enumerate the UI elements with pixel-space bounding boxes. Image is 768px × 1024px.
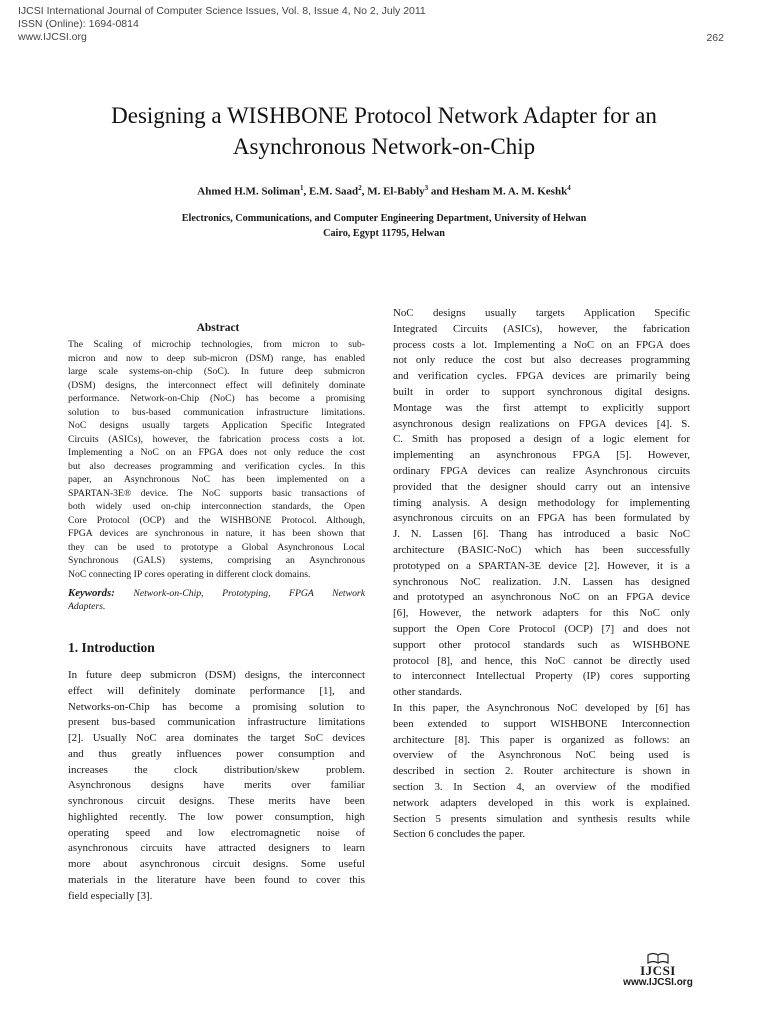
affiliation: [0, 211, 768, 241]
affiliation-line: Electronics, Communications, and Computer Engineering Department, University of Helwan: [181, 213, 587, 224]
text-line: micron and now to deep sub-micron (DSM) range, has enabled: [68, 352, 365, 364]
text-line: prototyped on a SPARTAN-3E device [2]. However, it is a: [393, 559, 690, 572]
text-line: [6], However, the network adapters for this NoC only: [393, 607, 690, 620]
text-line: ordinary FPGA devices can realize Asynchronous circuits: [393, 465, 690, 477]
text-line: been extended to support WISHBONE Interconnection: [393, 717, 690, 730]
author-name: E.M. Saad: [308, 185, 359, 198]
text-line: support other protocol standards such as WISHBONE: [393, 638, 690, 651]
text-line: C. Smith has proposed a design of a logic element for: [393, 433, 690, 446]
text-line: architecture [8]. This paper is organized as follows: an: [393, 733, 690, 746]
text-line: SPARTAN-3E® device. The NoC supports basic transactions of: [68, 487, 365, 499]
text-line: (DSM) designs, the interconnect effect will definitely dominate: [68, 379, 365, 391]
page-number: 262: [706, 32, 724, 44]
text-line: Integrated Circuits (ASICs), however, the fabrication: [393, 322, 690, 335]
paper-title: [40, 100, 728, 162]
text-line: but also decreases programming and verification cycles. In this: [68, 460, 365, 472]
text-line: network adapters developed in this work is explained.: [393, 796, 690, 809]
text-line: synchronous circuit designs. These merits have been: [68, 795, 365, 807]
text-line: materials in the literature have been found to cover this: [68, 873, 365, 886]
text-line: Section 6 concludes the paper.: [393, 828, 526, 841]
text-line: asynchronous design realizations on FPGA devices [4]. S.: [393, 417, 690, 430]
author-name: Hesham M. A. M. Keshk: [451, 185, 568, 198]
journal-website: www.IJCSI.org: [18, 31, 87, 43]
text-line: performance. Network-on-Chip (NoC) has become a promising: [68, 393, 365, 404]
text-line: The Scaling of microchip technologies, from micron to sub-: [68, 339, 365, 350]
text-line: operating speed and low electromagnetic noise of: [68, 826, 365, 839]
text-line: Asynchronous designs have merits over familiar: [68, 779, 365, 792]
title-line: Designing a WISHBONE Protocol Network Adapter for an: [111, 103, 657, 128]
text-line: they can be used to prototype a Global Asynchronous Local: [68, 541, 365, 553]
text-line: described in section 2. Router architecture is shown in: [393, 765, 690, 778]
text-line: Core Protocol (OCP) and the WISHBONE Protocol. Although,: [68, 514, 365, 526]
author-superscript: 4: [567, 184, 571, 192]
text-line: architecture (BASIC-NoC) which has been successfully: [393, 544, 690, 556]
text-line: asynchronous circuits have attracted designers to learn: [68, 842, 365, 855]
text-line: and verification cycles. FPGA devices are primarily being: [393, 370, 690, 383]
text-line: highlighted recently. The low power consumption, high: [68, 810, 365, 823]
journal-citation: IJCSI International Journal of Computer Science Issues, Vol. 8, Issue 4, No 2, July 2011: [18, 5, 426, 17]
text-line: timing analysis. A design methodology for implementing: [393, 496, 690, 509]
text-line: J. N. Lassen [6]. Thang has introduced a basic NoC: [393, 528, 690, 541]
text-line: large scale systems-on-chip (SoC). In future deep submicron: [68, 366, 365, 377]
text-line: both widely used on-chip interconnection standards, the Open: [68, 501, 365, 512]
author-superscript: 3: [424, 184, 429, 192]
text-line: Networks-on-Chip has become a promising solution to: [68, 700, 365, 713]
title-line: Asynchronous Network-on-Chip: [232, 134, 536, 159]
text-line: effect will definitely dominate performance [1], and: [68, 684, 365, 697]
journal-logo: [618, 952, 698, 998]
text-line: increases the clock distribution/skew problem.: [68, 763, 365, 776]
text-line: solution to bus-based communication infrastructure limitations.: [68, 406, 365, 418]
author-separator: and: [428, 185, 452, 198]
author-list: [0, 184, 768, 198]
text-line: NoC connecting IP cores operating in different clock domains.: [68, 568, 311, 580]
text-line: built in order to support synchronous digital designs.: [393, 386, 690, 398]
text-line: FPGA devices are synchronous in nature, it has been shown that: [68, 528, 365, 539]
text-line: provided that the designer should carry out an intensive: [393, 480, 690, 493]
author-separator: ,: [303, 185, 309, 198]
journal-issn: ISSN (Online): 1694-0814: [18, 18, 139, 30]
text-line: Circuits (ASICs), however, the fabrication process costs a lot.: [68, 433, 365, 445]
author-name: M. El-Bably: [367, 185, 425, 198]
affiliation-line: Cairo, Egypt 11795, Helwan: [323, 228, 445, 239]
journal-header: [18, 5, 426, 44]
text-line: Implementing a NoC on an FPGA does not only reduce the cost: [68, 447, 365, 458]
author-name: Ahmed H.M. Soliman: [197, 185, 300, 198]
text-line: paper, an Asynchronous NoC has been implemented on a: [68, 474, 365, 485]
text-line: more about asynchronous circuit designs. Some useful: [68, 858, 365, 870]
text-line: Synchronous (GALS) systems, comprising an Asynchronous: [68, 555, 365, 566]
text-line: In future deep submicron (DSM) designs, the interconnect: [68, 669, 365, 681]
text-line: not only reduce the cost but also decreases programming: [393, 354, 690, 367]
text-line: NoC designs usually targets Application Specific Integrated: [68, 420, 365, 431]
text-line: protocol [8], and hence, this NoC cannot be directly used: [393, 654, 690, 667]
text-line: process costs a lot. Implementing a NoC on an FPGA does: [393, 338, 690, 351]
text-line: Montage was the first attempt to explicitly support: [393, 401, 690, 414]
text-line: support the Open Core Protocol (OCP) [7] and does not: [393, 623, 690, 635]
text-line: [2]. Usually NoC area dominates the target SoC devices: [68, 732, 365, 744]
author-separator: ,: [361, 185, 368, 198]
author-superscript: 1: [299, 184, 304, 192]
abstract-heading: Abstract: [196, 322, 240, 334]
text-line: Section 5 presents simulation and synthesis results while: [393, 812, 690, 825]
keywords-line: [68, 586, 365, 600]
logo-url: www.IJCSI.org: [623, 977, 693, 988]
text-line: field especially [3].: [68, 889, 153, 902]
text-line: other standards.: [393, 686, 462, 699]
text-line: and thus greatly influences power consumption and: [68, 747, 365, 760]
text-line: synchronous NoC realization. J.N. Lassen has designed: [393, 575, 690, 588]
text-line: and prototyped an asynchronous NoC on an FPGA device: [393, 591, 690, 604]
text-line: implementing an asynchronous FPGA [5]. However,: [393, 449, 690, 462]
keywords-line: Adapters.: [68, 601, 106, 612]
keywords-text: Network-on-Chip, Prototyping, FPGA Network: [133, 588, 365, 599]
section-heading-introduction: 1. Introduction: [68, 640, 155, 655]
text-line: In this paper, the Asynchronous NoC developed by [6] has: [393, 702, 690, 714]
text-line: asynchronous circuits on an FPGA has been formulated by: [393, 512, 690, 525]
text-line: section 3. In Section 4, an overview of the modified: [393, 781, 690, 793]
text-line: present bus-based communication infrastructure limitations: [68, 716, 365, 729]
text-line: to interconnect Intellectual Property (IP) cores supporting: [393, 670, 690, 683]
author-superscript: 2: [358, 184, 362, 192]
text-line: NoC designs usually targets Application Specific: [393, 307, 690, 319]
text-line: overview of the Asynchronous NoC being used is: [393, 749, 690, 762]
keywords-label: Keywords:: [68, 587, 115, 599]
logo-name: IJCSI: [640, 963, 676, 978]
